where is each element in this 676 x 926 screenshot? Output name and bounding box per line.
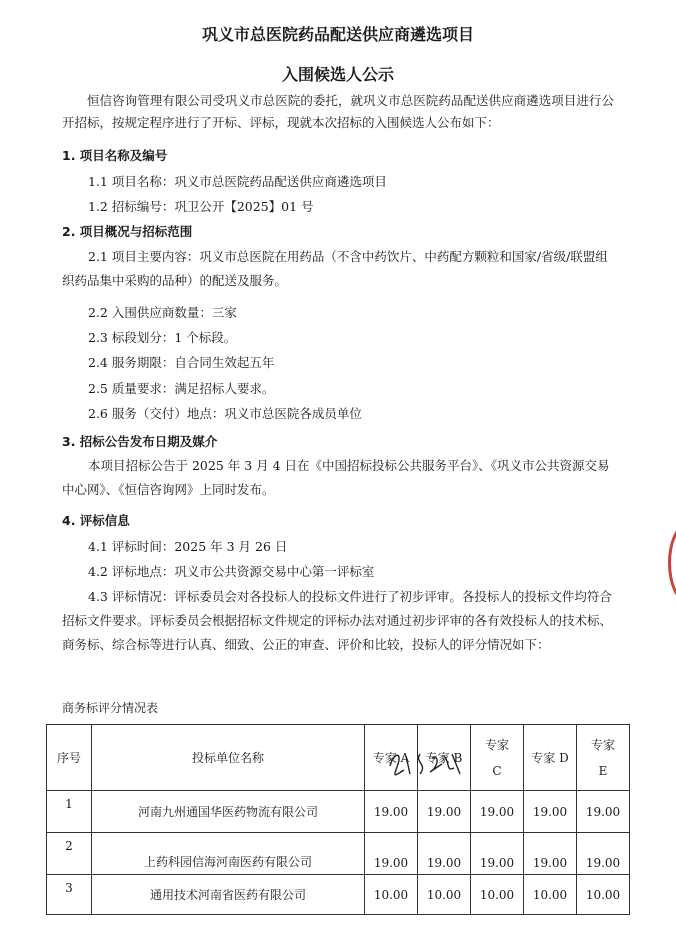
evaluation-status-paragraph: 4.3 评标情况：评标委员会对各投标人的投标文件进行了初步评审。各投标人的投标文件均符合招标文件要求。评标委员会根据招标文件规定的评标办法对通过初步评审的各有效投标人的技术标、商务标、综合标等进行认真、细致、公正的审查、评价和比较，投标人的评分情况如下： — [62, 589, 613, 652]
section-4-heading: 4. 评标信息 — [62, 513, 130, 528]
section-1-heading: 1. 项目名称及编号 — [62, 148, 168, 163]
section-2-heading: 2. 项目概况与招标范围 — [62, 224, 193, 239]
row-no: 2 — [47, 833, 92, 875]
row-score-c: 19.00 — [471, 833, 524, 875]
row-score-e: 10.00 — [577, 875, 630, 915]
row-score-d: 19.00 — [524, 791, 577, 833]
row-score-b: 19.00 — [418, 833, 471, 875]
row-score-a: 19.00 — [365, 791, 418, 833]
project-name-item: 1.1 项目名称：巩义市总医院药品配送供应商遴选项目 — [88, 174, 387, 189]
row-bidder-name: 河南九州通国华医药物流有限公司 — [92, 791, 365, 833]
table-row — [47, 875, 630, 915]
tender-number-item: 1.2 招标编号：巩卫公开【2025】01 号 — [88, 199, 314, 214]
row-score-a: 19.00 — [365, 833, 418, 875]
row-score-d: 10.00 — [524, 875, 577, 915]
header-expert-e-line1: 专家 — [590, 737, 615, 752]
handwritten-signature — [380, 744, 470, 784]
score-table — [46, 724, 630, 915]
row-no: 3 — [47, 875, 92, 915]
row-score-e: 19.00 — [577, 791, 630, 833]
red-seal-stamp — [668, 520, 676, 606]
supplier-count-item: 2.2 入围供应商数量：三家 — [88, 305, 237, 320]
table-row — [47, 791, 630, 833]
intro-paragraph: 恒信咨询管理有限公司受巩义市总医院的委托，就巩义市总医院药品配送供应商遴选项目进行公开招标，按规定程序进行了开标、评标，现就本次招标的入围候选人公布如下： — [62, 93, 614, 130]
row-score-b: 19.00 — [418, 791, 471, 833]
announcement-paragraph: 本项目招标公告于 2025 年 3 月 4 日在《中国招标投标公共服务平台》、《巩义市公共资源交易中心网》、《恒信咨询网》上同时发布。 — [62, 458, 610, 497]
row-no: 1 — [47, 791, 92, 833]
table-caption: 商务标评分情况表 — [62, 701, 159, 715]
table-row — [47, 833, 630, 875]
section-3-heading: 3. 招标公告发布日期及媒介 — [62, 434, 218, 449]
row-score-c: 10.00 — [471, 875, 524, 915]
lot-division-item: 2.3 标段划分：1 个标段。 — [88, 330, 237, 345]
row-score-d: 19.00 — [524, 833, 577, 875]
evaluation-time-item: 4.1 评标时间：2025 年 3 月 26 日 — [88, 539, 288, 554]
row-bidder-name: 通用技术河南省医药有限公司 — [92, 875, 365, 915]
document-title: 巩义市总医院药品配送供应商遴选项目 — [201, 25, 474, 44]
row-bidder-name: 上药科园信海河南医药有限公司 — [92, 833, 365, 875]
table-header-row — [47, 725, 630, 791]
evaluation-location-item: 4.2 评标地点：巩义市公共资源交易中心第一评标室 — [88, 564, 375, 579]
header-expert-c-line1: 专家 — [484, 737, 509, 752]
service-period-item: 2.4 服务期限：自合同生效起五年 — [88, 355, 275, 370]
service-location-item: 2.6 服务（交付）地点：巩义市总医院各成员单位 — [88, 406, 362, 421]
row-score-b: 10.00 — [418, 875, 471, 915]
header-bidder-name: 投标单位名称 — [92, 725, 365, 791]
quality-item: 2.5 质量要求：满足招标人要求。 — [88, 381, 275, 396]
header-expert-e-line2: E — [598, 763, 608, 778]
header-expert-c — [471, 725, 524, 791]
row-score-c: 19.00 — [471, 791, 524, 833]
row-score-a: 10.00 — [365, 875, 418, 915]
header-expert-b: 专家 B — [418, 725, 471, 791]
header-expert-d: 专家 D — [524, 725, 577, 791]
header-expert-e — [577, 725, 630, 791]
document-subtitle: 入围候选人公示 — [281, 65, 394, 84]
row-score-e: 19.00 — [577, 833, 630, 875]
header-expert-c-line2: C — [492, 763, 502, 778]
header-no: 序号 — [47, 725, 92, 791]
main-content-item: 2.1 项目主要内容：巩义市总医院在用药品（不含中药饮片、中药配方颗粒和国家/省级/联盟组织药品集中采购的品种）的配送及服务。 — [62, 249, 608, 288]
header-expert-a: 专家 A — [365, 725, 418, 791]
